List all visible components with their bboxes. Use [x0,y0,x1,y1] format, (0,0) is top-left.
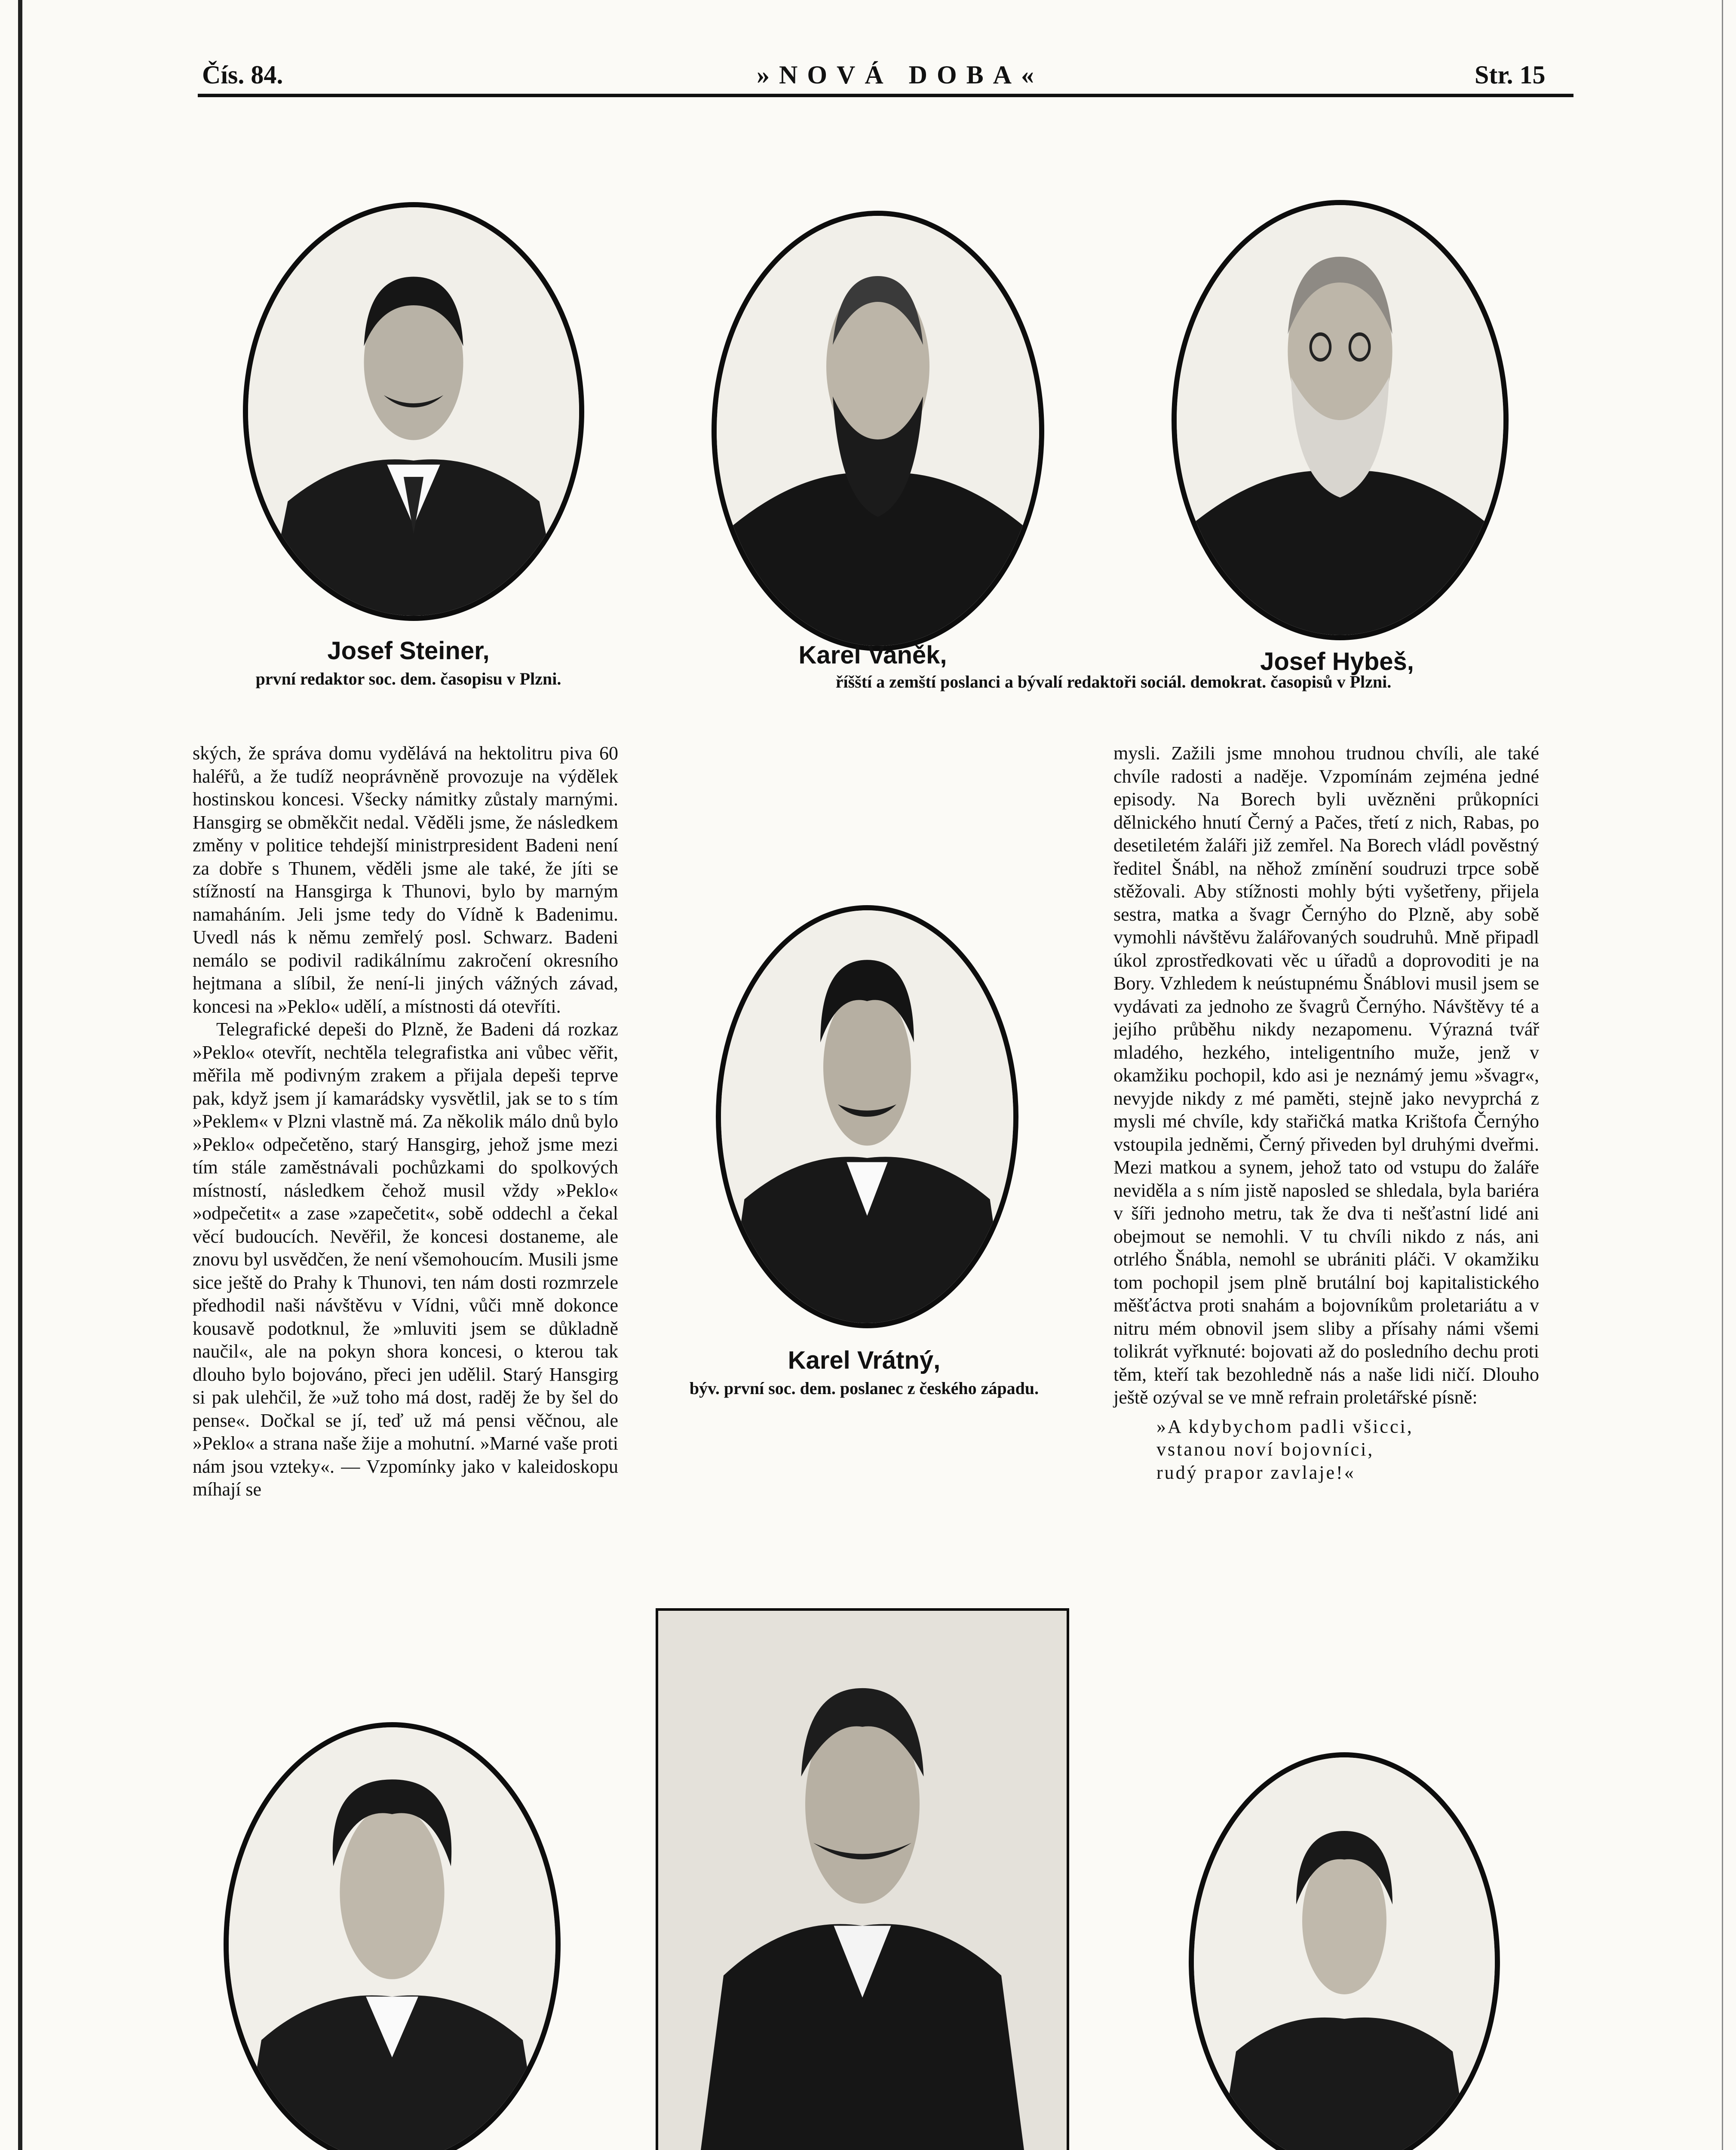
portrait-steiner [243,202,584,621]
article-paragraph: ských, že správa domu vydělává na hektolitru piva 60 haléřů, a že tudíž neoprávněně provozuje na výdělek hostinskou koncesi. Všecky námitky zůstaly marnými. Hansgirg se obměkčit nedal. Věděli jsme, že následkem změny v politice tehdejší ministrpresident Badeni není za dobře s Thunem, věděli jsme ale také, že jíti se stížností na Hansgirga k Thunovi, bylo by marným namaháním. Jeli jsme tedy do Vídně k Badenimu. Uvedl nás k němu zemřelý posl. Schwarz. Badeni nemálo se podivil radikálnímu zakročení okresního hejtmana a slíbil, že není-li jiných vážných závad, koncesi na »Peklo« udělí, a místnosti dá otevříti. [193,743,618,1017]
portrait-haberman [1189,1752,1500,2150]
portrait-remes [656,1608,1069,2150]
portrait-vratny [716,905,1018,1328]
article-column-left [193,742,618,1501]
caption-name-steiner: Josef Steiner, [327,637,490,665]
issue-number: Čís. 84. [202,61,283,89]
song-verse: »A kdybychom padli všicci, vstanou noví bojovníci, rudý prapor zavlaje!« [1156,1416,1414,1483]
article-column-right [1113,742,1539,1484]
portrait-pik [224,1722,561,2150]
page-edge-right [1722,0,1723,2150]
portrait-hybes [1172,200,1509,640]
caption-shared-vanek-hybes: říšští a zemští poslanci a bývalí redaktoři sociál. demokrat. časopisů v Plzni. [835,672,1392,691]
caption-name-vratny: Karel Vrátný, [788,1346,941,1374]
page-edge [18,0,22,2150]
page-number: Str. 15 [1475,61,1546,89]
portrait-vanek [712,211,1044,651]
article-paragraph: Telegrafické depeši do Plzně, že Badeni dá rozkaz »Peklo« otevřít, nechtěla telegrafistka ani vůbec věřit, měřila mě podivným zrakem a přijala depeši teprve pak, když jsem jí kamarádsky vysvětlil, jak se to s tím »Peklem« v Plzni vlastně má. Za několik málo dnů bylo »Peklo« odpečetěno, starý Hansgirg, jehož jsme mezi tím stále zaměstnávali pochůzkami do spolkových místností, následkem čehož musil vždy »Peklo« »odpečetit« a zase »zapečetit«, sobě oddechl a čekal věcí budoucích. Nevěřil, že koncesi dostaneme, ale znovu byl usvědčen, že není všemohoucím. Musili jsme sice ještě do Prahy k Thunovi, ten nám dosti rozmrzele předhodil naši návštěvu v Vídni, vůči mně dokonce kousavě podotknul, že »mluviti jsem se důkladně naučil«, ale na pokyn shora koncesi, o kterou tak dlouho bylo bojováno, přeci jen udělil. Starý Hansgirg si pak ulehčil, že »už toho má dost, raděj že by šel do pense«. Dočkal se jí, teď už má pensi věčnou, ale »Peklo« a strana naše žije a mohutní. »Marné vaše proti nám jsou vzteky«. — Vzpomínky jako v kaleidoskopu míhají se [193,1019,618,1500]
article-paragraph: mysli. Zažili jsme mnohou trudnou chvíli, ale také chvíle radosti a naděje. Vzpomínám zejména jedné episody. Na Borech byli uvězněni průkopníci dělnického hnutí Černý a Pačes, třetí z nich, Rabas, po desetiletém žaláři již zemřel. Na Borech vládl pověstný ředitel Šnábl, na něhož zmínění soudruzi trpce sobě stěžovali. Aby stížnosti mohly býti vyšetřeny, přijela sestra, matka a švagr Černýho do Plzně, aby sobě vymohli návštěvu žalářovaných soudruhů. Mně připadl úkol zprostředkovati věc u úřadů a doprovoditi je na Bory. Vzhledem k neústupnému Šnáblovi musil jsem se vydávati za jednoho ze švagrů Černýho. Návštěvy té a jejího průběhu nikdy nezapomenu. Výrazná tvář mladého, hezkého, inteligentního muže, jenž v okamžiku pochopil, kdo asi je neznámý jemu »švagr«, nevyjde nikdy z mé paměti, stejně jako nevyprchá z mysli mé chvíle, kdy stařičká matka Krištofa Černýho vstoupila jedněmi, Černý přiveden byl druhými dveřmi. Mezi matkou a synem, jehož tato od vstupu do žaláře neviděla a s ním jistě naposled se shledala, byla bariéra v šíři jednoho metru, tak že dva ti nešťastní lidé ani obejmout se nemohli. V tu chvíli nikdo z nás, ani otrlého Šnábla, nemohl se ubrániti pláči. V okamžiku tom pochopil jsem plně brutální boj kapitalistického měšťáctva proti snahám a bojovníkům proletariátu a v nitru mém obnovil jsem sliby a přísahy námi všemi tolikrát vyřknuté: bojovati až do posledního dechu proti těm, kteří tak bezohledně nás a naše lidi ničí. Dlouho ještě ozýval se ve mně refrain proletářské písně: [1113,743,1539,1408]
caption-name-hybes: Josef Hybeš, [1260,648,1414,676]
caption-name-vanek: Karel Vaněk, [798,641,947,669]
caption-desc-vratny: býv. první soc. dem. poslanec z českého západu. [689,1379,1039,1398]
header-rule [198,94,1573,97]
newspaper-title: »NOVÁ DOBA« [757,61,1044,89]
caption-desc-steiner: první redaktor soc. dem. časopisu v Plzni. [255,669,561,688]
